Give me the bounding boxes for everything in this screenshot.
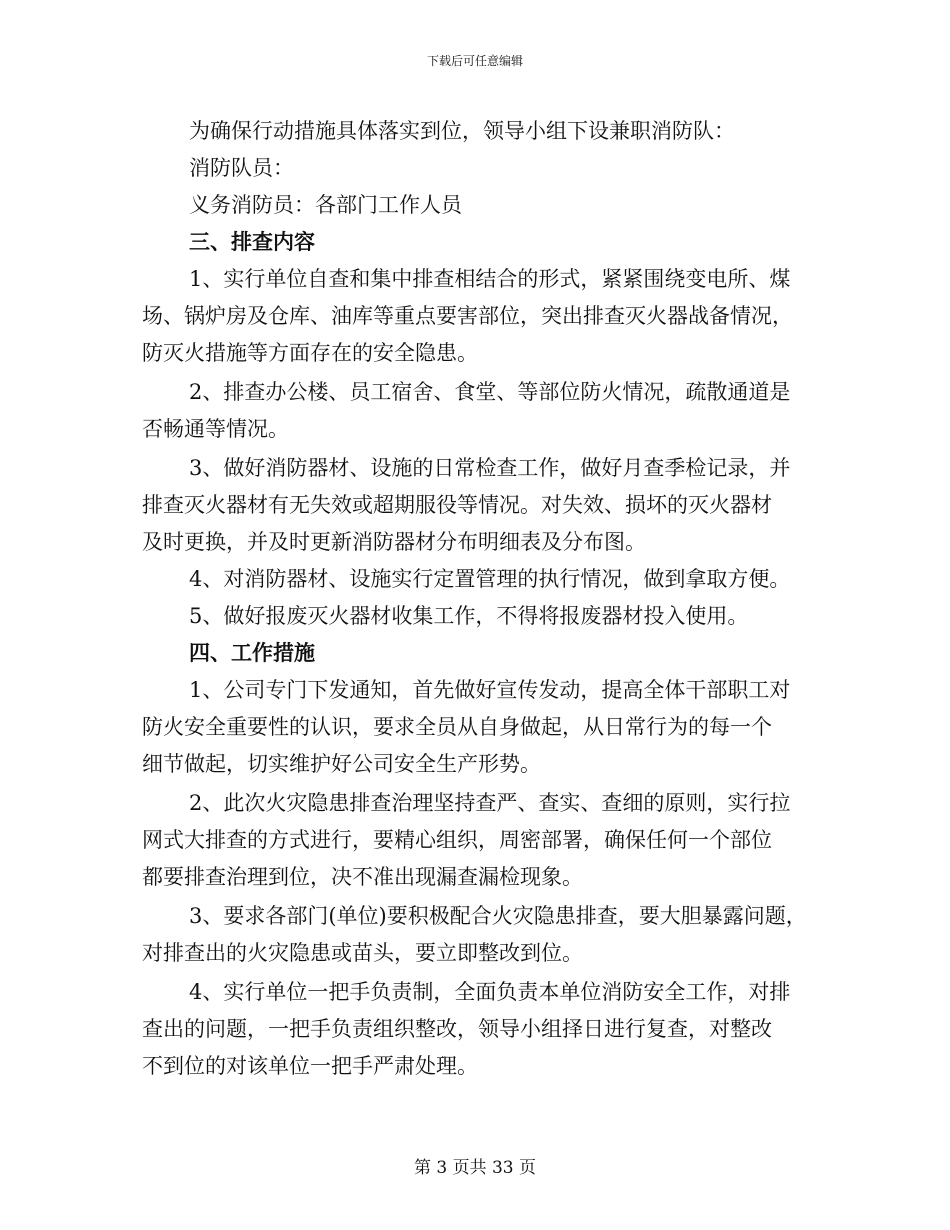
paragraph-line: 1、公司专门下发通知，首先做好宣传发动，提高全体干部职工对 [189, 678, 791, 702]
paragraph-line: 消防队员： [189, 156, 294, 180]
paragraph-line: 3、做好消防器材、设施的日常检查工作，做好月查季检记录，并 [189, 456, 791, 480]
section-heading: 三、排查内容 [189, 230, 315, 254]
paragraph-line: 细节做起，切实维护好公司安全生产形势。 [142, 752, 541, 776]
paragraph-line: 否畅通等情况。 [142, 417, 289, 441]
paragraph-line: 场、锅炉房及仓库、油库等重点要害部位，突出排查灭火器战备情况， [142, 304, 793, 328]
section-heading: 四、工作措施 [189, 641, 315, 665]
paragraph-line: 4、对消防器材、设施实行定置管理的执行情况，做到拿取方便。 [189, 567, 791, 591]
paragraph-line: 为确保行动措施具体落实到位，领导小组下设兼职消防队： [189, 119, 735, 143]
page-header: 下载后可任意编辑 [426, 54, 523, 68]
paragraph-line: 5、做好报废灭火器材收集工作，不得将报废器材投入使用。 [189, 604, 749, 628]
paragraph-line: 网式大排查的方式进行，要精心组织，周密部署，确保任何一个部位 [142, 828, 772, 852]
paragraph-line: 2、排查办公楼、员工宿舍、食堂、等部位防火情况，疏散通道是 [189, 380, 791, 404]
paragraph-line: 查出的问题，一把手负责组织整改，领导小组择日进行复查，对整改 [142, 1017, 772, 1041]
paragraph-line: 防灭火措施等方面存在的安全隐患。 [142, 341, 478, 365]
paragraph-line: 4、实行单位一把手负责制，全面负责本单位消防安全工作，对排 [189, 980, 791, 1004]
page-footer: 第 3 页共 33 页 [413, 1158, 537, 1178]
paragraph-line: 对排查出的火灾隐患或苗头，要立即整改到位。 [142, 941, 583, 965]
paragraph-line: 2、此次火灾隐患排查治理坚持查严、查实、查细的原则，实行拉 [189, 791, 791, 815]
paragraph-line: 及时更换，并及时更新消防器材分布明细表及分布图。 [142, 530, 646, 554]
paragraph-line: 不到位的对该单位一把手严肃处理。 [142, 1054, 478, 1078]
paragraph-line: 防火安全重要性的认识，要求全员从自身做起，从日常行为的每一个 [142, 715, 772, 739]
paragraph-line: 3、要求各部门(单位)要积极配合火灾隐患排查，要大胆暴露问题， [189, 904, 807, 928]
paragraph-line: 1、实行单位自查和集中排查相结合的形式，紧紧围绕变电所、煤 [189, 267, 791, 291]
paragraph-line: 排查灭火器材有无失效或超期服役等情况。对失效、损坏的灭火器材 [142, 493, 772, 517]
document-body [142, 113, 814, 1085]
paragraph-line: 都要排查治理到位，决不准出现漏查漏检现象。 [142, 865, 583, 889]
paragraph-line: 义务消防员：各部门工作人员 [189, 193, 462, 217]
